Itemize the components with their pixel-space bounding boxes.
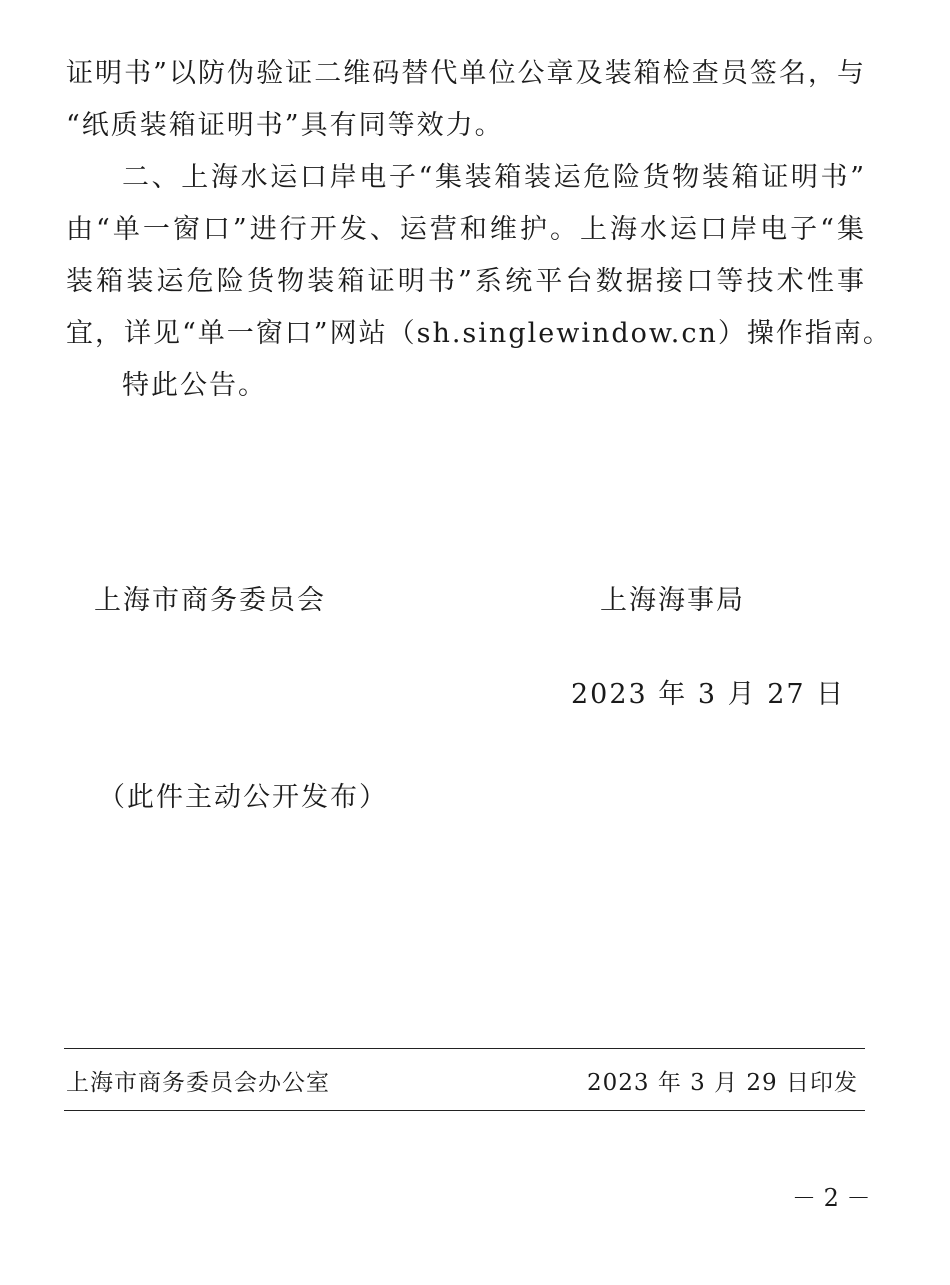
body-text (66, 48, 892, 412)
body-line-1: 证明书”以防伪验证二维码替代单位公章及装箱检查员签名，与 (66, 58, 866, 89)
footer-bottom-rule (64, 1110, 865, 1111)
signature-maritime-bureau: 上海海事局 (600, 585, 745, 616)
body-line-5: 装箱装运危险货物装箱证明书”系统平台数据接口等技术性事 (66, 266, 866, 297)
body-line-4: 由“单一窗口”进行开发、运营和维护。上海水运口岸电子“集 (66, 214, 866, 245)
disclosure-note: （此件主动公开发布） (98, 782, 388, 813)
body-line-3: 二、上海水运口岸电子“集装箱装运危险货物装箱证明书” (122, 162, 866, 193)
signature-date: 2023 年 3 月 27 日 (571, 679, 846, 710)
body-line-7: 特此公告。 (122, 370, 267, 401)
body-line-2: “纸质装箱证明书”具有同等效力。 (66, 110, 504, 141)
footer-top-rule (64, 1048, 865, 1049)
body-line-6: 宜，详见“单一窗口”网站（sh.singlewindow.cn）操作指南。 (66, 318, 892, 349)
signature-commerce-commission: 上海市商务委员会 (94, 585, 326, 616)
page-number: － 2 － (792, 1184, 871, 1212)
footer-issuer: 上海市商务委员会办公室 (66, 1070, 330, 1096)
footer-issue-date: 2023 年 3 月 29 日印发 (587, 1070, 858, 1096)
